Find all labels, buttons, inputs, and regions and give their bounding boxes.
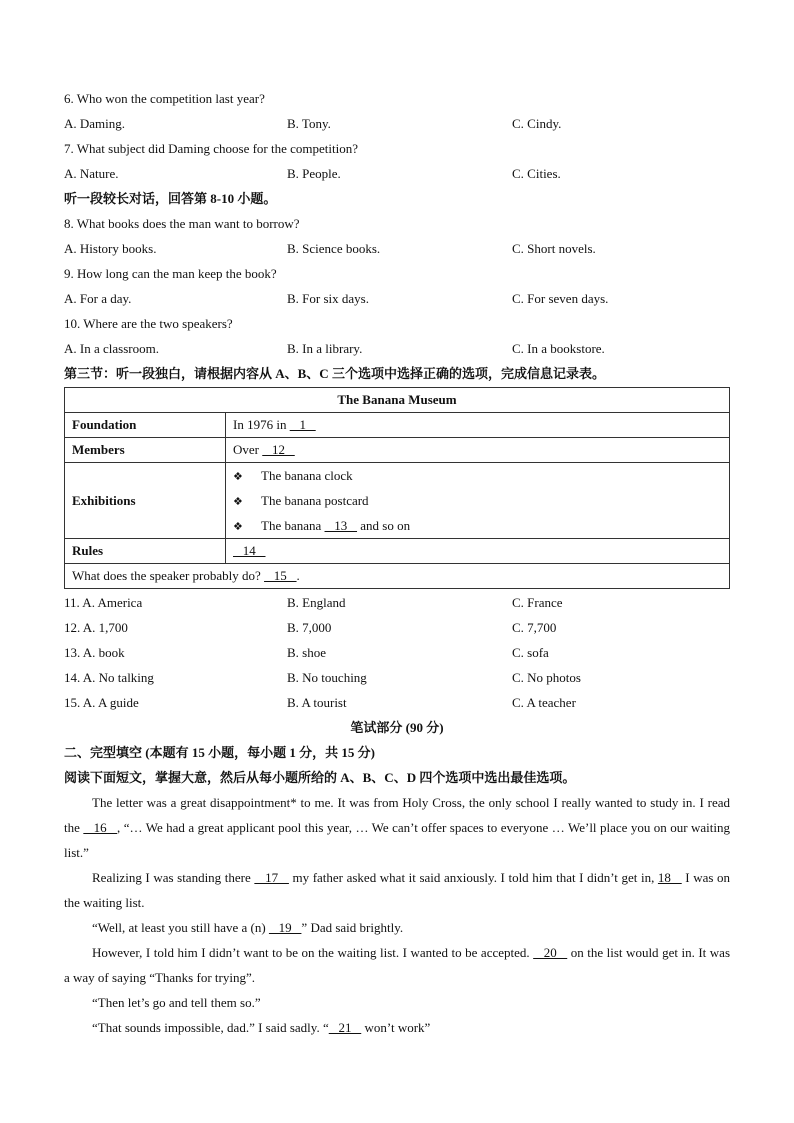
section-3-heading: 第三节：听一段独白，请根据内容从 A、B、C 三个选项中选择正确的选项，完成信息记录表。 (64, 366, 605, 381)
option-c[interactable]: C. Cities. (512, 166, 561, 181)
question-7-options (64, 161, 730, 186)
option-c[interactable]: C. A teacher (512, 695, 576, 710)
blank-14[interactable]: 14 (233, 543, 266, 558)
option-a[interactable]: A. In a classroom. (64, 341, 159, 356)
option-b[interactable]: B. No touching (287, 670, 367, 685)
option-c[interactable]: C. No photos (512, 670, 581, 685)
exhibitions-value (226, 463, 730, 539)
option-c[interactable]: C. sofa (512, 645, 549, 660)
members-value: Over 12 (226, 438, 730, 463)
list-item: ❖ The banana 13 and so on (233, 513, 722, 538)
section-2-title: 二、完型填空 (本题有 15 小题，每小题 1 分，共 15 分) (64, 745, 375, 760)
option-b[interactable]: B. England (287, 595, 346, 610)
question-8: 8. What books does the man want to borrow? (64, 216, 300, 231)
option-b[interactable]: B. For six days. (287, 291, 369, 306)
blank-19[interactable]: 19 (268, 920, 302, 935)
section-heading-8-10: 听一段较长对话，回答第 8-10 小题。 (64, 191, 277, 206)
option-c[interactable]: C. In a bookstore. (512, 341, 605, 356)
option-a[interactable]: 12. A. 1,700 (64, 620, 128, 635)
blank-13[interactable]: 13 (324, 518, 358, 533)
blank-18[interactable]: 18 (657, 870, 682, 885)
option-b[interactable]: B. Science books. (287, 241, 381, 256)
question-9-options (64, 286, 730, 311)
option-b[interactable]: B. 7,000 (287, 620, 332, 635)
option-b[interactable]: B. In a library. (287, 341, 363, 356)
diamond-bullet-icon: ❖ (233, 495, 243, 508)
list-item: ❖ The banana postcard (233, 488, 722, 513)
passage-paragraph-2: Realizing I was standing there 17 my father asked what it said anxiously. I told him that I didn’t get in, 18 I was on the waiting list. (64, 870, 731, 910)
table-title: The Banana Museum (65, 388, 730, 413)
table-question: What does the speaker probably do? 15 . (65, 564, 730, 589)
written-part-heading: 笔试部分 (90 分) (350, 720, 444, 735)
option-a[interactable]: 13. A. book (64, 645, 125, 660)
option-c[interactable]: C. 7,700 (512, 620, 557, 635)
question-7: 7. What subject did Daming choose for the competition? (64, 141, 358, 156)
blank-1[interactable]: 1 (289, 417, 316, 432)
option-a[interactable]: A. Daming. (64, 116, 126, 131)
option-b[interactable]: B. Tony. (287, 116, 331, 131)
question-6-options (64, 111, 730, 136)
option-c[interactable]: C. For seven days. (512, 291, 609, 306)
blank-16[interactable]: 16 (83, 820, 118, 835)
question-15-options (64, 690, 730, 715)
list-item: ❖ The banana clock (233, 463, 722, 488)
members-label: Members (65, 438, 226, 463)
option-a[interactable]: A. For a day. (64, 291, 132, 306)
diamond-bullet-icon: ❖ (233, 520, 243, 533)
section-2-instruction: 阅读下面短文，掌握大意，然后从每小题所给的 A、B、C、D 四个选项中选出最佳选项。 (64, 770, 576, 785)
blank-17[interactable]: 17 (254, 870, 289, 885)
option-c[interactable]: C. Short novels. (512, 241, 596, 256)
blank-12[interactable]: 12 (262, 442, 295, 457)
blank-20[interactable]: 20 (533, 945, 568, 960)
option-b[interactable]: B. shoe (287, 645, 326, 660)
rules-label: Rules (65, 539, 226, 564)
foundation-label: Foundation (65, 413, 226, 438)
option-b[interactable]: B. People. (287, 166, 341, 181)
question-11-options (64, 590, 730, 615)
question-13-options (64, 640, 730, 665)
exhibitions-list (233, 463, 722, 538)
banana-museum-table (64, 387, 730, 589)
question-8-options (64, 236, 730, 261)
option-a[interactable]: 14. A. No talking (64, 670, 154, 685)
option-c[interactable]: C. Cindy. (512, 116, 562, 131)
question-14-options (64, 665, 730, 690)
blank-21[interactable]: 21 (328, 1020, 362, 1035)
option-a[interactable]: A. Nature. (64, 166, 119, 181)
option-c[interactable]: C. France (512, 595, 563, 610)
rules-value (226, 539, 730, 564)
question-9: 9. How long can the man keep the book? (64, 266, 277, 281)
question-6: 6. Who won the competition last year? (64, 91, 265, 106)
blank-15[interactable]: 15 (264, 568, 297, 583)
foundation-value: In 1976 in 1 (226, 413, 730, 438)
passage-paragraph-3: “Well, at least you still have a (n) 19 ” Dad said brightly. (92, 920, 404, 935)
question-10: 10. Where are the two speakers? (64, 316, 233, 331)
passage-paragraph-1: The letter was a great disappointment* to me. It was from Holy Cross, the only school I really wanted to study in. I read the 16 , “… We had a great applicant pool this year, … We can’t offer spaces to everyone … We’ll place you on our waiting list.” (64, 795, 731, 860)
passage-paragraph-4: However, I told him I didn’t want to be on the waiting list. I wanted to be accepted. 20 on the list would get in. It was a way of saying “Thanks for trying”. (64, 945, 731, 985)
question-10-options (64, 336, 730, 361)
option-a[interactable]: 11. A. America (64, 595, 143, 610)
option-b[interactable]: B. A tourist (287, 695, 347, 710)
passage-paragraph-6: “That sounds impossible, dad.” I said sadly. “ 21 won’t work” (92, 1020, 431, 1035)
exhibitions-label: Exhibitions (65, 463, 226, 539)
diamond-bullet-icon: ❖ (233, 470, 243, 483)
option-a[interactable]: A. History books. (64, 241, 157, 256)
question-12-options (64, 615, 730, 640)
option-a[interactable]: 15. A. A guide (64, 695, 139, 710)
passage-paragraph-5: “Then let’s go and tell them so.” (92, 995, 261, 1010)
